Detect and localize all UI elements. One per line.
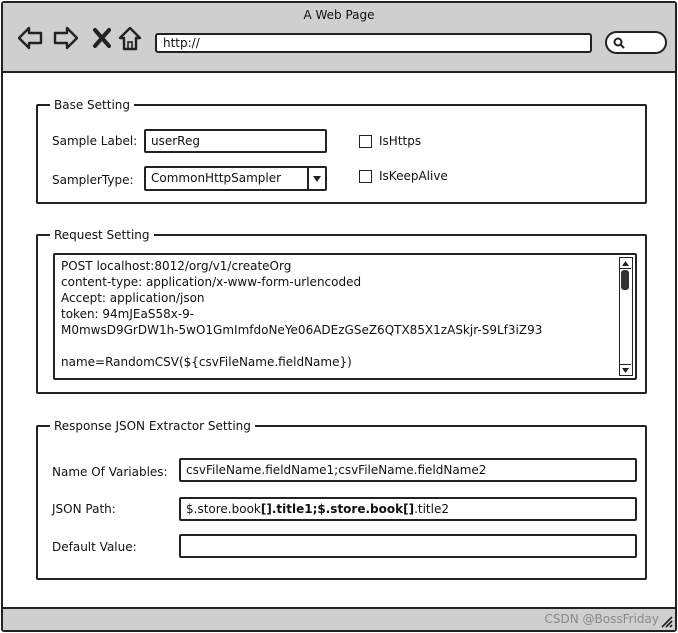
is-keep-alive-checkbox[interactable] [359,170,372,183]
home-button[interactable] [115,23,145,53]
json-path-part-bold: [].title1;$.store.book[] [260,502,415,516]
is-keep-alive-label: IsKeepAlive [379,169,448,183]
default-value-input[interactable] [179,534,637,558]
request-setting-legend: Request Setting [50,227,154,243]
chevron-down-icon [312,175,322,183]
is-https-label: IsHttps [379,134,422,148]
address-bar[interactable]: http:// [155,33,592,53]
json-path-part: .title2 [414,502,449,516]
search-box[interactable] [605,31,667,54]
close-x-icon [88,24,116,52]
window-title: A Web Page [303,8,375,22]
forward-button[interactable] [51,23,81,53]
base-setting-group [36,98,647,204]
search-icon [613,37,625,49]
json-path-input[interactable] [179,497,637,521]
name-of-variables-label: Name Of Variables: [52,465,168,479]
sampler-type-select[interactable] [144,166,327,191]
base-setting-legend: Base Setting [50,97,134,113]
dropdown-button[interactable] [307,168,325,189]
watermark-text: CSDN @BossFriday [544,612,659,626]
sampler-type-value: CommonHttpSampler [151,171,282,185]
response-extractor-legend: Response JSON Extractor Setting [50,418,255,434]
scrollbar-thumb[interactable] [621,270,629,290]
request-line: Accept: application/json [61,291,205,305]
is-https-checkbox[interactable] [359,135,372,148]
request-line: token: 94mJEaS58x-9- [61,307,195,321]
json-path-part: $.store.book [186,502,261,516]
request-line: name=RandomCSV(${csvFileName.fieldName}) [61,355,352,369]
status-bar [3,607,675,630]
scroll-up-button[interactable] [620,258,631,269]
request-line: POST localhost:8012/org/v1/createOrg [61,259,292,273]
default-value-label: Default Value: [52,540,137,554]
browser-window [1,1,677,632]
request-textarea[interactable] [53,253,637,380]
scroll-down-button[interactable] [620,364,631,375]
response-extractor-group [36,419,647,580]
name-of-variables-input[interactable]: csvFileName.fieldName1;csvFileName.fieldName2 [179,458,637,482]
request-line: M0mwsD9GrDW1h-5wO1GmImfdoNeYe06ADEzGSeZ6QTX85X1zASkjr-S9Lf3iZ93 [61,323,543,337]
arrow-up-icon [622,261,629,266]
back-arrow-icon [16,24,44,52]
back-button[interactable] [15,23,45,53]
home-icon [116,24,144,52]
request-line: content-type: application/x-www-form-urlencoded [61,275,362,289]
request-line [61,338,629,354]
sample-label-input[interactable]: userReg [144,129,327,153]
json-path-label: JSON Path: [52,502,116,516]
sampler-type-label: SamplerType: [52,173,134,187]
sample-label-label: Sample Label: [52,134,138,148]
vertical-scrollbar[interactable] [619,257,633,376]
stop-button[interactable] [87,23,117,53]
arrow-down-icon [622,368,629,373]
resize-grip-icon[interactable] [659,614,673,628]
request-setting-group [36,228,647,394]
forward-arrow-icon [52,24,80,52]
title-bar [3,3,675,73]
